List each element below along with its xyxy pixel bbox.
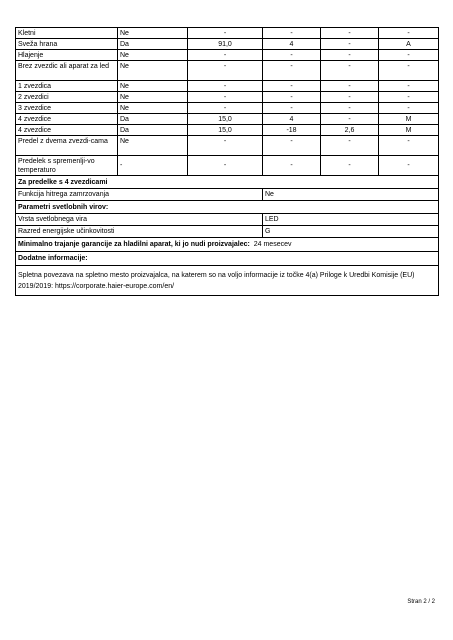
warranty-label: Minimalno trajanje garancije za hladilni aparat, ki jo nudi proizvajalec:	[18, 241, 250, 248]
compartment-freezing-capacity: -	[321, 81, 379, 92]
compartment-freezing-capacity: 2,6	[321, 125, 379, 136]
compartment-rows	[16, 28, 439, 176]
compartment-present: Ne	[118, 50, 188, 61]
compartment-present: Ne	[118, 92, 188, 103]
compartment-present: Da	[118, 114, 188, 125]
compartment-row	[16, 28, 439, 39]
compartment-row	[16, 61, 439, 81]
compartment-present: Da	[118, 39, 188, 50]
quick-freeze-value: Ne	[263, 189, 439, 201]
compartment-climate-class: -	[379, 156, 439, 176]
compartment-volume: -	[188, 28, 263, 39]
compartment-climate-class: -	[379, 50, 439, 61]
compartment-name: Predel z dvema zvezdi-cama	[16, 136, 118, 156]
compartment-row	[16, 50, 439, 61]
compartment-temperature: -	[263, 92, 321, 103]
compartment-volume: -	[188, 156, 263, 176]
compartment-freezing-capacity: -	[321, 61, 379, 81]
compartment-temperature: -	[263, 136, 321, 156]
compartment-volume: -	[188, 136, 263, 156]
warranty-row	[16, 238, 439, 252]
compartment-temperature: -	[263, 61, 321, 81]
compartment-present: -	[118, 156, 188, 176]
compartment-temperature: -	[263, 103, 321, 114]
compartment-name: 4 zvezdice	[16, 125, 118, 136]
compartment-freezing-capacity: -	[321, 50, 379, 61]
compartment-name: Brez zvezdic ali aparat za led	[16, 61, 118, 81]
compartment-climate-class: -	[379, 28, 439, 39]
compartment-volume: 15,0	[188, 114, 263, 125]
energy-class-value: G	[263, 226, 439, 238]
compartment-row	[16, 125, 439, 136]
compartment-volume: -	[188, 50, 263, 61]
lighting-heading: Parametri svetlobnih virov:	[16, 201, 439, 214]
compartment-temperature: -	[263, 81, 321, 92]
compartment-present: Ne	[118, 136, 188, 156]
light-source-type-label: Vrsta svetlobnega vira	[16, 214, 263, 226]
compartment-temperature: -18	[263, 125, 321, 136]
compartment-temperature: 4	[263, 39, 321, 50]
light-source-type-value: LED	[263, 214, 439, 226]
compartment-climate-class: -	[379, 136, 439, 156]
compartment-freezing-capacity: -	[321, 92, 379, 103]
compartment-row	[16, 156, 439, 176]
compartment-name: 4 zvezdice	[16, 114, 118, 125]
compartment-freezing-capacity: -	[321, 114, 379, 125]
additional-info-heading: Dodatne informacije:	[16, 252, 439, 266]
additional-info-text: Spletna povezava na spletno mesto proizvajalca, na katerem so na voljo informacije iz točke 4(a) Priloge k Uredbi Komisije (EU) 2019/2019: https://corporate.haier-europe.com/en/	[16, 266, 439, 296]
compartment-temperature: -	[263, 156, 321, 176]
compartment-present: Ne	[118, 28, 188, 39]
compartment-row	[16, 39, 439, 50]
compartment-present: Ne	[118, 61, 188, 81]
compartment-table	[15, 27, 439, 296]
warranty-value: 24 mesecev	[253, 241, 292, 248]
compartment-freezing-capacity: -	[321, 136, 379, 156]
compartment-freezing-capacity: -	[321, 28, 379, 39]
four-star-heading: Za predelke s 4 zvezdicami	[16, 176, 439, 189]
compartment-temperature: -	[263, 28, 321, 39]
compartment-climate-class: M	[379, 125, 439, 136]
compartment-name: 1 zvezdica	[16, 81, 118, 92]
compartment-volume: -	[188, 81, 263, 92]
quick-freeze-label: Funkcija hitrega zamrzovanja	[16, 189, 263, 201]
compartment-present: Da	[118, 125, 188, 136]
compartment-climate-class: -	[379, 103, 439, 114]
compartment-temperature: -	[263, 50, 321, 61]
compartment-name: 2 zvezdici	[16, 92, 118, 103]
compartment-row	[16, 103, 439, 114]
compartment-volume: -	[188, 103, 263, 114]
compartment-volume: 91,0	[188, 39, 263, 50]
compartment-name: Hlajenje	[16, 50, 118, 61]
compartment-name: Predelek s spremenlji-vo temperaturo	[16, 156, 118, 176]
compartment-temperature: 4	[263, 114, 321, 125]
compartment-row	[16, 114, 439, 125]
compartment-freezing-capacity: -	[321, 39, 379, 50]
compartment-climate-class: -	[379, 81, 439, 92]
energy-class-label: Razred energijske učinkovitosti	[16, 226, 263, 238]
compartment-present: Ne	[118, 81, 188, 92]
compartment-row	[16, 92, 439, 103]
compartment-present: Ne	[118, 103, 188, 114]
compartment-climate-class: -	[379, 92, 439, 103]
compartment-volume: -	[188, 61, 263, 81]
compartment-freezing-capacity: -	[321, 156, 379, 176]
compartment-volume: -	[188, 92, 263, 103]
compartment-climate-class: A	[379, 39, 439, 50]
page-number: Stran 2 / 2	[407, 599, 435, 605]
compartment-row	[16, 136, 439, 156]
compartment-climate-class: M	[379, 114, 439, 125]
compartment-name: Sveža hrana	[16, 39, 118, 50]
compartment-volume: 15,0	[188, 125, 263, 136]
compartment-name: 3 zvezdice	[16, 103, 118, 114]
compartment-name: Kletni	[16, 28, 118, 39]
compartment-climate-class: -	[379, 61, 439, 81]
compartment-row	[16, 81, 439, 92]
compartment-freezing-capacity: -	[321, 103, 379, 114]
